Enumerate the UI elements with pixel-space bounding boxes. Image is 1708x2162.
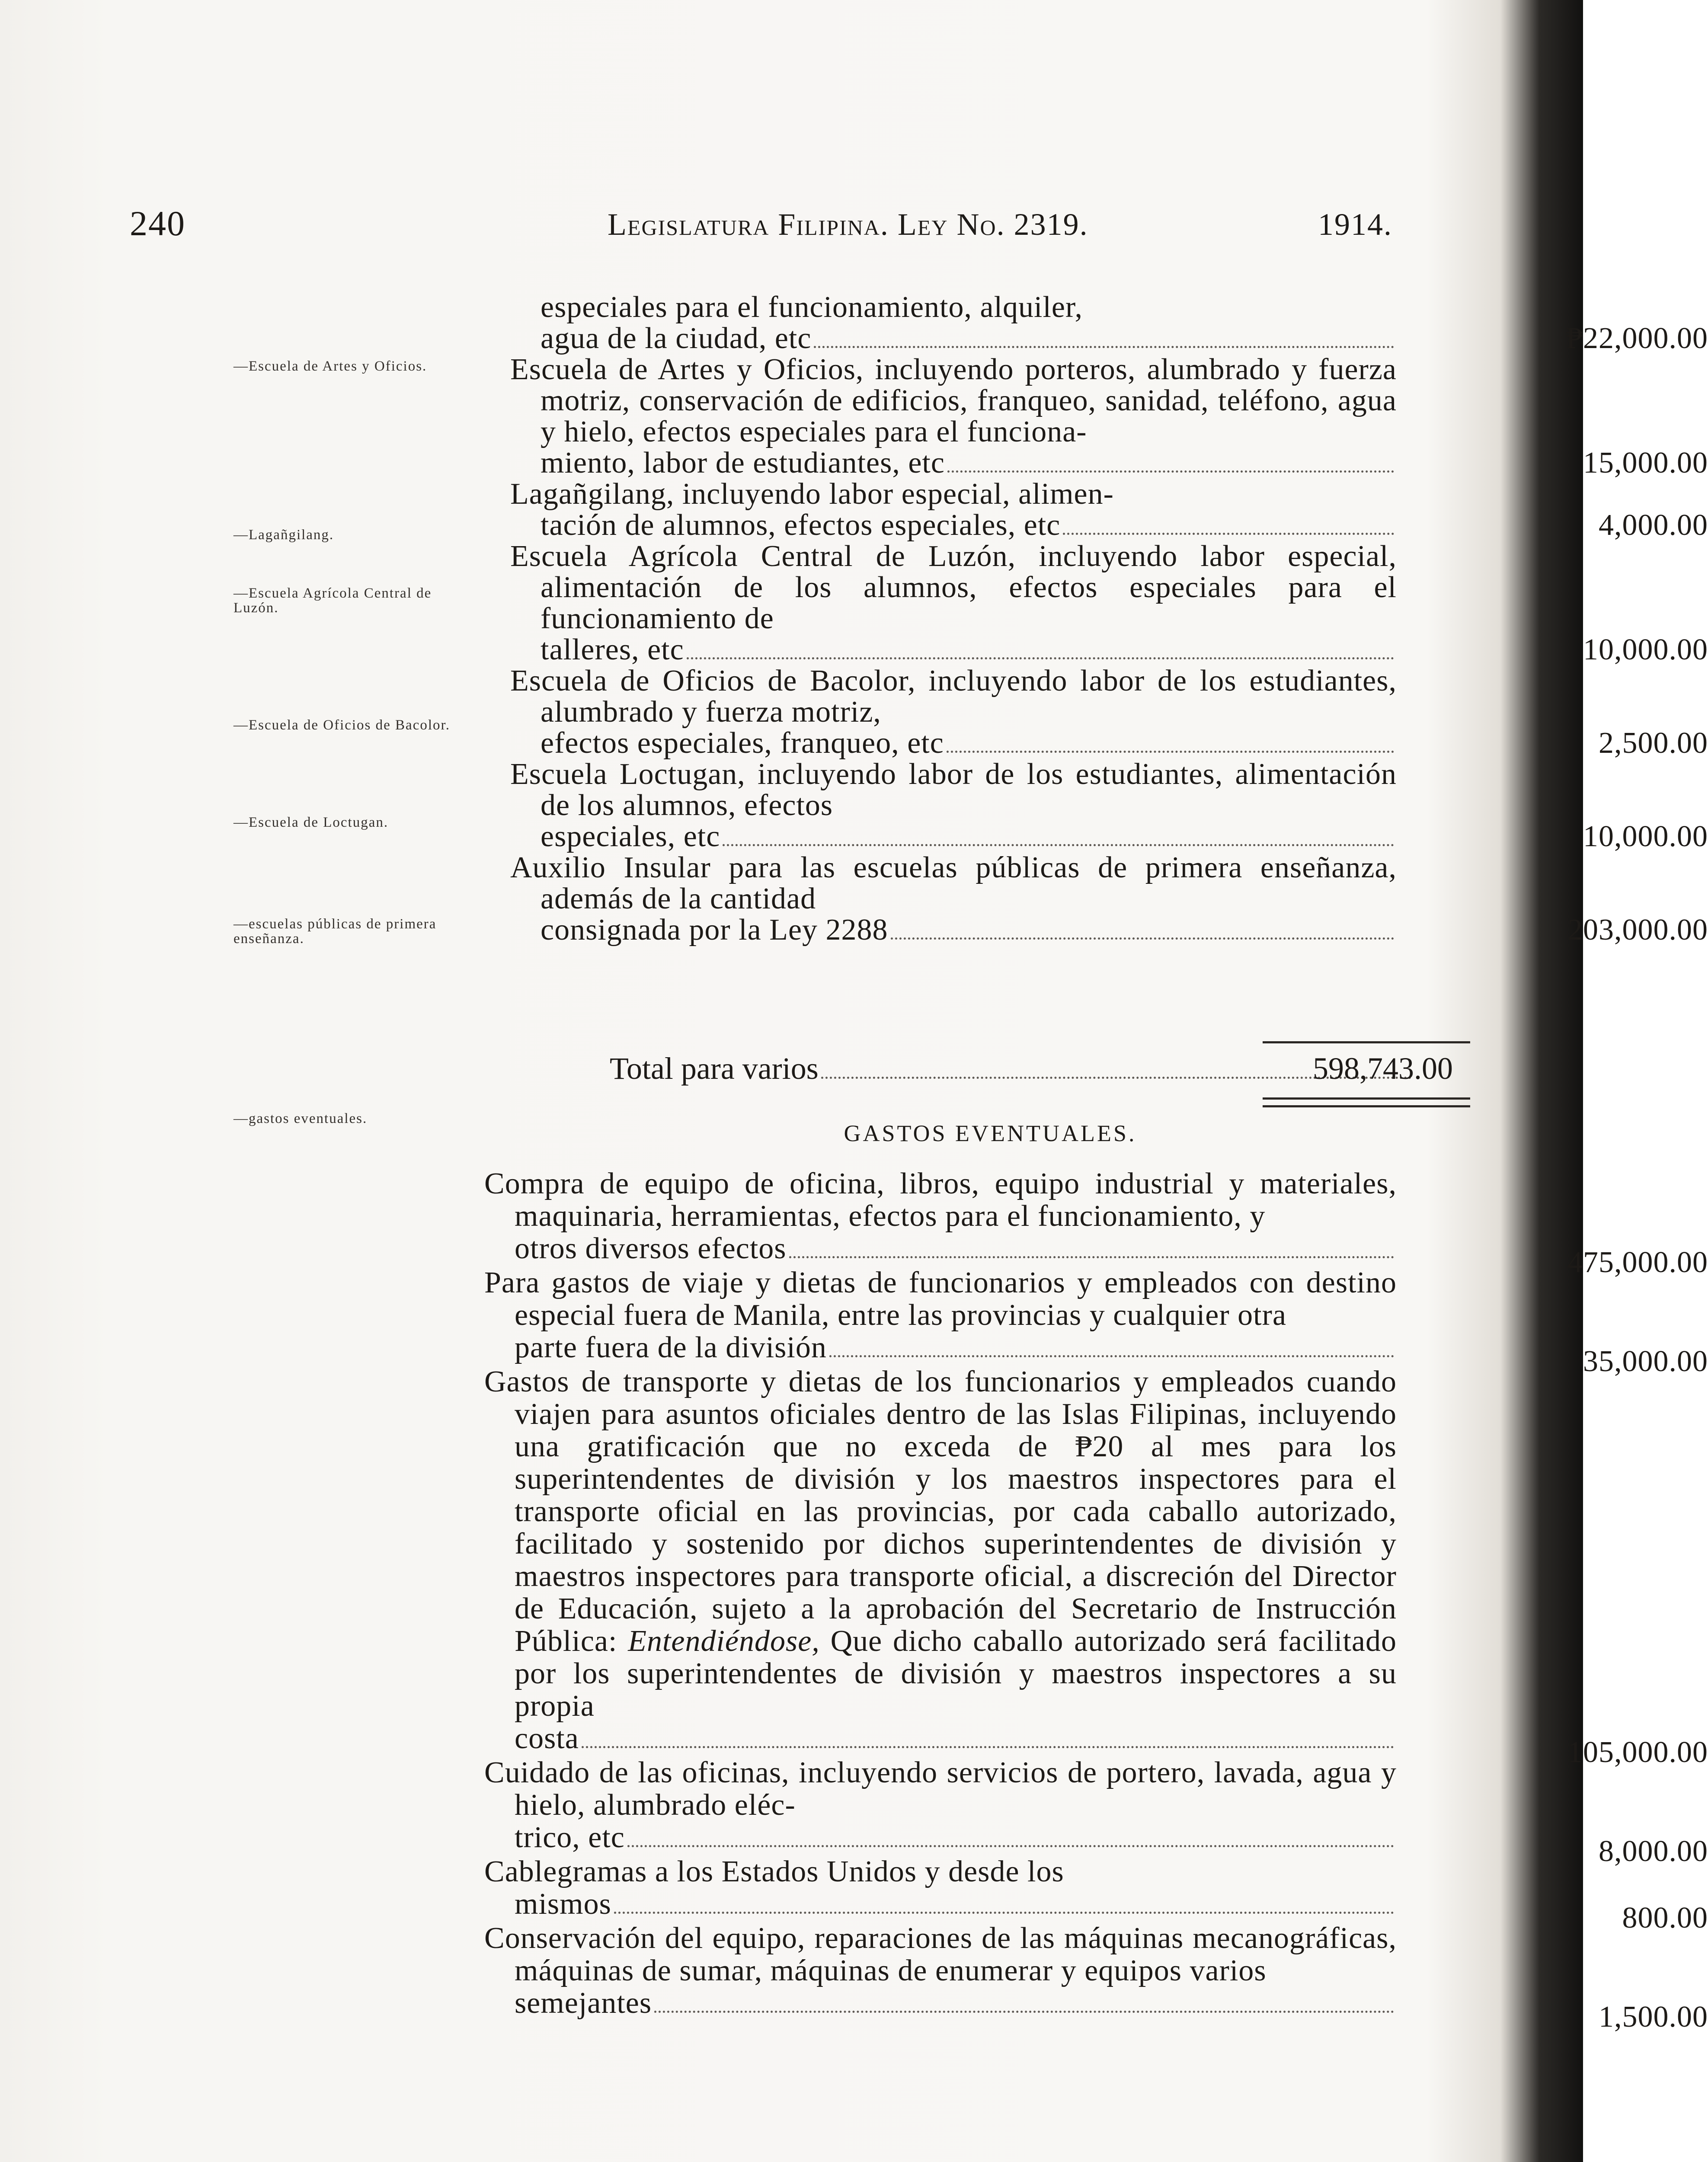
varios-list [510, 291, 1708, 947]
item-last-text: otros diversos efectos [515, 1232, 787, 1265]
item-text-a: Gastos de transporte y dietas de los funcionarios y empleados cuando viajen para asuntos oficiales dentro de las Islas Filipinas, incluyendo una gratificación que no exceda de ₱20 al mes para los superintendentes de división y los maestros inspectores para el transporte oficial en las provincias, por cada caballo autorizado, facilitado y sostenido por dichos superintendentes de división y maestros inspectores para transporte oficial, a discreción del Director de Educación, sujeto a la aprobación del Secretario de Instrucción Pública: [484, 1365, 1397, 1658]
item-text: Compra de equipo de oficina, libros, equipo industrial y materiales, maquinaria, herramientas, efectos para el funcionamiento, y [484, 1167, 1397, 1233]
double-rule-bottom [1263, 1105, 1470, 1107]
item-text: especiales para el funcionamiento, alquiler, [541, 291, 1083, 324]
item-last-line [510, 323, 1397, 354]
item-text: Auxilio Insular para las escuelas públicas de primera enseñanza, además de la cantidad [510, 851, 1397, 915]
item-last-text: tación de alumnos, efectos especiales, etc [541, 509, 1061, 542]
item-amount: 10,000.00 [1583, 633, 1708, 666]
sidenote-escuelas: —escuelas públicas de primera enseñanza. [233, 916, 437, 947]
item-text: Lagañgilang, incluyendo labor especial, alimen- [510, 477, 1114, 511]
item-amount: 800.00 [1622, 1901, 1708, 1935]
item-last-line [484, 1232, 1397, 1265]
list-item [484, 1167, 1708, 1279]
sum-rule [1263, 1041, 1470, 1043]
item-amount: 35,000.00 [1583, 1345, 1708, 1378]
leader-dots [789, 1256, 1394, 1258]
item-last-line [484, 1888, 1397, 1920]
leader-dots [654, 2010, 1394, 2013]
item-last-line [510, 510, 1397, 541]
item-last-line [484, 1987, 1397, 2019]
item-amount: ₱22,000.00 [1566, 322, 1708, 355]
item-amount: 1,500.00 [1599, 2000, 1708, 2034]
leader-dots [947, 470, 1394, 473]
sidenote-artes: —Escuela de Artes y Oficios. [233, 358, 427, 374]
item-text-italic: Entendiéndose, [628, 1625, 820, 1658]
item-text: Escuela de Artes y Oficios, incluyendo porteros, alumbrado y fuerza motriz, conservación de edificios, franqueo, sanidad, teléfono, agua y hielo, efectos especiales para el funciona- [510, 353, 1397, 448]
list-item [510, 477, 1708, 542]
list-item [484, 1756, 1708, 1868]
leader-dots [627, 1845, 1394, 1847]
list-item [484, 1365, 1708, 1769]
item-amount: 8,000.00 [1599, 1835, 1708, 1868]
item-text: Escuela Loctugan, incluyendo labor de los estudiantes, alimentación de los alumnos, efectos [510, 758, 1397, 822]
sidenote-loctugan: —Escuela de Loctugan. [233, 815, 389, 830]
leader-dots [814, 345, 1394, 348]
item-last-text: costa [515, 1722, 579, 1755]
item-amount: 10,000.00 [1583, 820, 1708, 853]
list-item [510, 851, 1708, 947]
item-text: Escuela Agrícola Central de Luzón, incluyendo labor especial, alimentación de los alumnos, efectos especiales para el funcionamiento de [510, 540, 1397, 635]
section-title: GASTOS EVENTUALES. [844, 1120, 1137, 1146]
list-item [510, 291, 1708, 355]
sidenote-laganilang: —Lagañgilang. [233, 527, 334, 543]
leader-dots [829, 1355, 1394, 1357]
eventuales-list [484, 1167, 1708, 2034]
item-text [484, 1366, 1397, 1722]
item-text: Cuidado de las oficinas, incluyendo servicios de portero, lavada, agua y hielo, alumbrado eléc- [484, 1756, 1397, 1822]
sidenote-agricola: —Escuela Agrícola Central de Luzón. [233, 585, 432, 616]
item-last-text: semejantes [515, 1986, 652, 2020]
item-text: Cablegramas a los Estados Unidos y desde los [484, 1855, 1064, 1888]
double-rule-top [1263, 1097, 1470, 1100]
item-last-line [510, 915, 1397, 946]
item-text: Conservación del equipo, reparaciones de las máquinas mecanográficas, máquinas de sumar, máquinas de enumerar y equipos varios [484, 1922, 1397, 1987]
item-last-text: trico, etc [515, 1821, 625, 1854]
item-last-text: especiales, etc [541, 820, 720, 853]
item-last-line [484, 1722, 1397, 1755]
list-item [484, 1266, 1708, 1378]
item-amount: 2,500.00 [1599, 726, 1708, 760]
total-label: Total para varios [610, 1051, 819, 1086]
list-item [484, 1855, 1708, 1935]
item-last-text: consignada por la Ley 2288 [541, 913, 888, 947]
item-text: Escuela de Oficios de Bacolor, incluyendo labor de los estudiantes, alumbrado y fuerza motriz, [510, 664, 1397, 729]
item-last-text: talleres, etc [541, 633, 684, 666]
running-title: Legislatura Filipina. Ley No. 2319. [608, 207, 1088, 242]
list-item [510, 664, 1708, 760]
item-last-text: parte fuera de la división [515, 1331, 827, 1364]
item-last-line [484, 1331, 1397, 1364]
leader-dots [1063, 532, 1394, 535]
item-last-text: efectos especiales, franqueo, etc [541, 726, 944, 760]
page-number: 240 [130, 204, 186, 243]
total-amount: 598,743.00 [1313, 1051, 1453, 1086]
leader-dots [614, 1911, 1394, 1914]
list-item [484, 1922, 1708, 2034]
item-last-text: miento, labor de estudiantes, etc [541, 446, 945, 480]
item-last-line [510, 448, 1397, 479]
leader-dots [687, 657, 1394, 659]
page-header [130, 203, 1392, 255]
leader-dots [723, 844, 1394, 846]
list-item [510, 540, 1708, 666]
sidenote-gastos: —gastos eventuales. [233, 1111, 368, 1126]
item-text-b: Que dicho caballo autorizado será facilitado por los superintendentes de división y maestros inspectores a su propia [515, 1625, 1397, 1723]
list-item [510, 353, 1708, 480]
item-last-line [510, 821, 1397, 852]
item-amount: 105,000.00 [1567, 1736, 1708, 1769]
list-item [510, 758, 1708, 853]
item-last-line [484, 1821, 1397, 1854]
item-text: Para gastos de viaje y dietas de funcionarios y empleados con destino especial fuera de Manila, entre las provincias y cualquier otra [484, 1266, 1397, 1332]
item-last-text: agua de la ciudad, etc [541, 322, 812, 355]
item-amount: 4,000.00 [1599, 509, 1708, 542]
header-year: 1914. [1318, 207, 1392, 242]
item-amount: 15,000.00 [1583, 446, 1708, 480]
leader-dots [947, 750, 1394, 753]
item-amount: 475,000.00 [1567, 1246, 1708, 1279]
item-last-line [510, 728, 1397, 759]
leader-dots [891, 937, 1394, 940]
item-amount: 203,000.00 [1567, 913, 1708, 947]
item-last-line [510, 634, 1397, 665]
sidenote-bacolor: —Escuela de Oficios de Bacolor. [233, 717, 450, 733]
item-last-text: mismos [515, 1887, 611, 1921]
leader-dots [582, 1746, 1394, 1748]
